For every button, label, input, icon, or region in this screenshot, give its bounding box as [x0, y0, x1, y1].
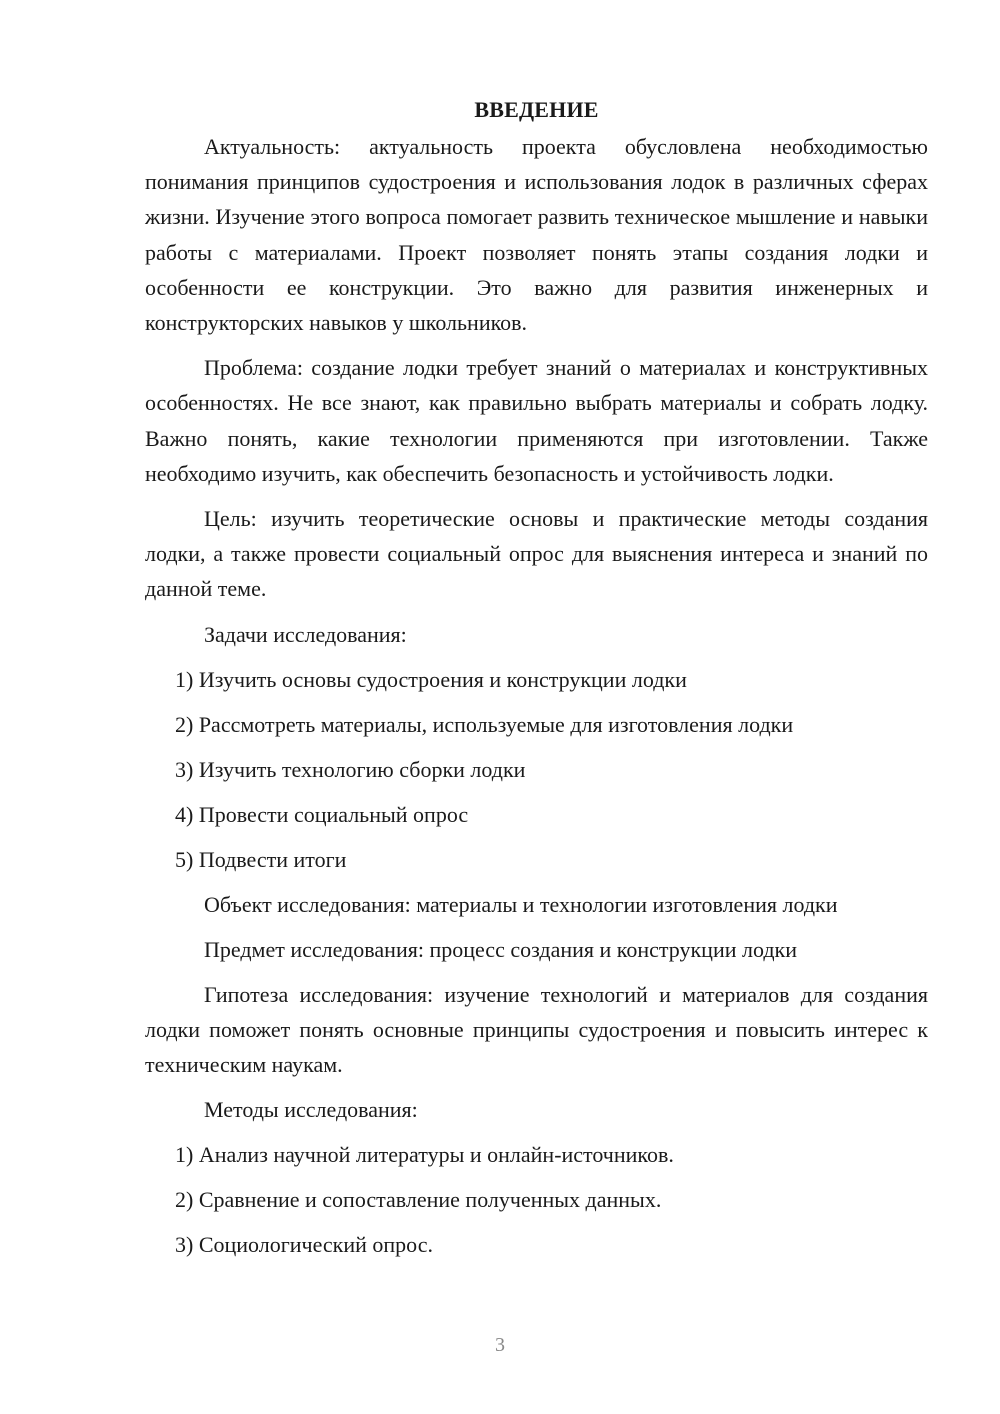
problem-paragraph: Проблема: создание лодки требует знаний о материалах и конструктивных особенностях. Не все знают, как правильно выбрать материалы и собрать лодку. Важно понять, какие технологии применяются при изготовлении. Также необходимо изучить, как обеспечить безопасность и устойчивость лодки.: [145, 355, 928, 486]
task-item-4: 4) Провести социальный опрос: [175, 801, 469, 827]
tasks-heading: Задачи исследования:: [204, 621, 407, 647]
research-subject: Предмет исследования: процесс создания и конструкции лодки: [204, 936, 798, 962]
task-item-2: 2) Рассмотреть материалы, используемые для изготовления лодки: [175, 711, 794, 737]
page-number: 3: [495, 1334, 505, 1356]
method-item-3: 3) Социологический опрос.: [175, 1232, 433, 1258]
research-object: Объект исследования: материалы и технологии изготовления лодки: [204, 891, 838, 917]
methods-heading: Методы исследования:: [204, 1097, 418, 1123]
task-item-5: 5) Подвести итоги: [175, 846, 347, 872]
document-page: [145, 92, 928, 1272]
hypothesis-paragraph: Гипотеза исследования: изучение технологий и материалов для создания лодки поможет понять основные принципы судостроения и повысить интерес к техническим наукам.: [145, 981, 928, 1078]
method-item-2: 2) Сравнение и сопоставление полученных данных.: [175, 1187, 662, 1213]
page-title: ВВЕДЕНИЕ: [474, 97, 599, 122]
relevance-paragraph: Актуальность: актуальность проекта обусловлена необходимостью понимания принципов судостроения и использования лодок в различных сферах жизни. Изучение этого вопроса помогает развить техническое мышление и навыки работы с материалами. Проект позволяет понять этапы создания лодки и особенности ее конструкции. Это важно для развития инженерных и конструкторских навыков у школьников.: [145, 134, 928, 336]
method-item-1: 1) Анализ научной литературы и онлайн-источников.: [175, 1142, 674, 1168]
task-item-1: 1) Изучить основы судостроения и конструкции лодки: [175, 666, 687, 692]
goal-paragraph: Цель: изучить теоретические основы и практические методы создания лодки, а также провести социальный опрос для выяснения интереса и знаний по данной теме.: [145, 506, 928, 602]
task-item-3: 3) Изучить технологию сборки лодки: [175, 756, 526, 782]
